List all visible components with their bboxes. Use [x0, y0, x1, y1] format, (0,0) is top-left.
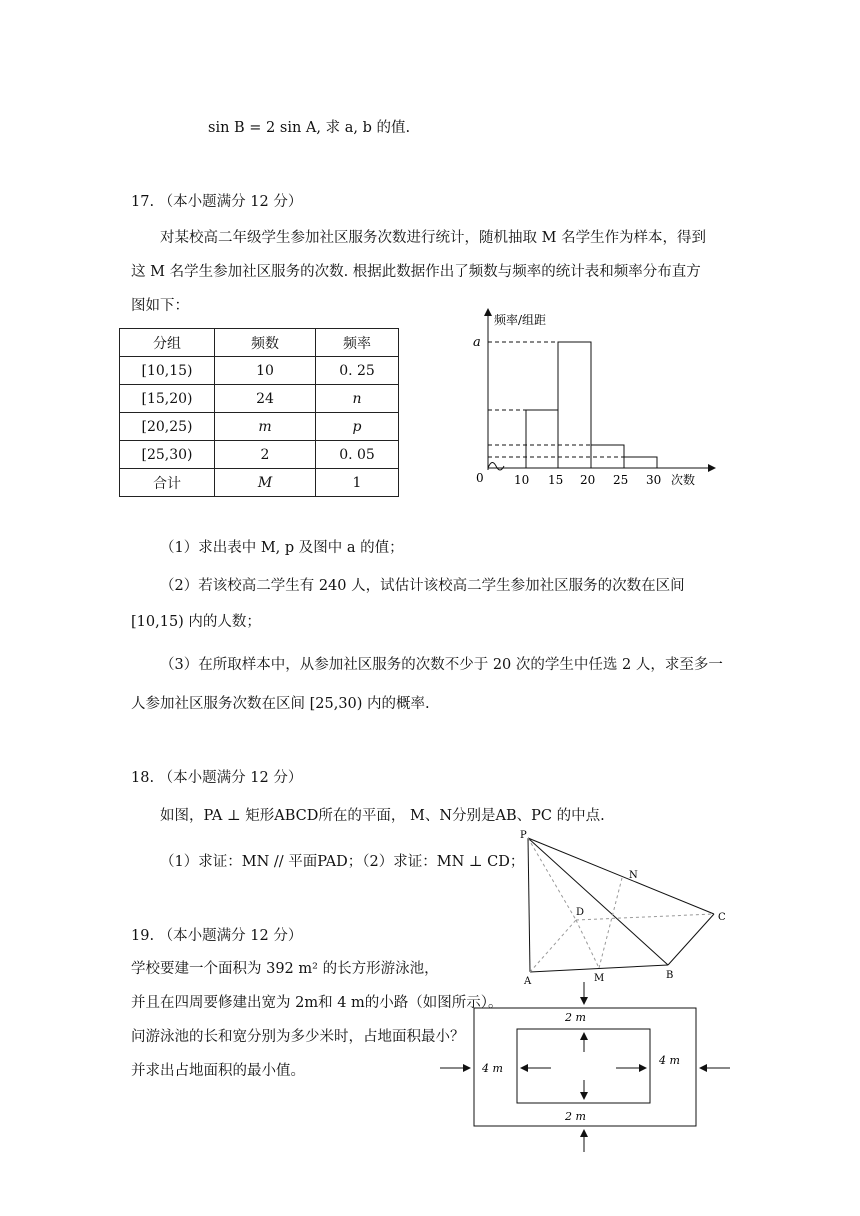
table-cell: 0. 05: [316, 441, 399, 469]
table-cell: M: [215, 469, 316, 497]
table-row: [120, 385, 399, 413]
table-cell: 24: [215, 385, 316, 413]
table-total-row: [120, 469, 399, 497]
y-axis-arrow: [484, 308, 492, 316]
q17-sub1: （1）求出表中 M, p 及图中 a 的值；: [160, 540, 404, 556]
table-cell: 1: [316, 469, 399, 497]
axis-break: [488, 462, 504, 470]
edge-DM: [576, 920, 599, 968]
edge-PB: [528, 838, 668, 965]
edge-AD: [530, 920, 576, 972]
x-axis-label: 次数: [671, 473, 696, 487]
table-header-row: [120, 329, 399, 357]
frequency-histogram: [468, 306, 722, 490]
q19-line4: 并求出占地面积的最小值。: [131, 1063, 305, 1079]
dim-left: 4 m: [482, 1062, 503, 1075]
q17-sub3-line2: 人参加社区服务次数在区间 [25,30) 内的概率.: [131, 696, 430, 712]
tick-label: 25: [613, 473, 629, 487]
q19-heading: 19. （本小题满分 12 分）: [131, 928, 303, 944]
origin-label: 0: [476, 471, 484, 485]
q18-heading: 18. （本小题满分 12 分）: [131, 770, 303, 786]
q17-intro-1: 对某校高二年级学生参加社区服务次数进行统计，随机抽取 M 名学生作为样本，得到: [160, 230, 707, 246]
edge-PD: [528, 838, 576, 920]
bar-25-30: [624, 457, 657, 468]
table-cell: 合计: [120, 469, 215, 497]
table-cell: [15,20): [120, 385, 215, 413]
edge-PC: [528, 838, 714, 914]
table-cell: m: [215, 413, 316, 441]
prev-sin-line: sin B = 2 sin A, 求 a, b 的值.: [208, 120, 411, 136]
table-cell: 0. 25: [316, 357, 399, 385]
dim-bottom: 2 m: [565, 1110, 586, 1123]
tick-label: 10: [514, 473, 530, 487]
table-cell: 10: [215, 357, 316, 385]
outer-rect: [474, 1008, 696, 1126]
label-D: D: [576, 907, 585, 918]
bar-10-15: [526, 410, 558, 468]
edge-BC: [668, 914, 714, 965]
dim-top: 2 m: [565, 1011, 586, 1024]
bar-15-20: [558, 342, 591, 468]
table-header: 频率: [316, 329, 399, 357]
q19-line1: 学校要建一个面积为 392 m² 的长方形游泳池，: [131, 961, 439, 977]
label-B: B: [666, 970, 674, 981]
table-cell: [20,25): [120, 413, 215, 441]
q19-line2: 并且在四周要修建出宽为 2m和 4 m的小路（如图所示）。: [131, 995, 503, 1011]
table-cell: [25,30): [120, 441, 215, 469]
q17-sub2-line2: [10,15) 内的人数；: [131, 614, 261, 630]
y-axis-label: 频率/组距: [494, 313, 547, 327]
q19-line3: 问游泳池的长和宽分别为多少米时，占地面积最小？: [131, 1029, 465, 1045]
q17-heading: 17. （本小题满分 12 分）: [131, 194, 303, 210]
q18-text: 如图，PA ⊥ 矩形ABCD所在的平面， M、N分别是AB、PC 的中点.: [160, 808, 605, 824]
table-header: 频数: [215, 329, 316, 357]
label-M: M: [594, 973, 605, 984]
label-P: P: [520, 830, 527, 841]
label-N: N: [629, 870, 638, 881]
table-cell: 2: [215, 441, 316, 469]
x-axis-arrow: [708, 464, 716, 472]
a-label: a: [473, 335, 481, 350]
label-A: A: [524, 976, 532, 987]
q17-intro-3: 图如下：: [131, 298, 189, 314]
tick-label: 20: [580, 473, 596, 487]
edge-MN: [599, 878, 622, 968]
table-row: [120, 413, 399, 441]
frequency-table: [119, 328, 399, 497]
edge-DC: [576, 914, 714, 920]
edge-PA: [528, 838, 530, 972]
q17-sub3-line1: （3）在所取样本中，从参加社区服务的次数不少于 20 次的学生中任选 2 人，求至多一: [160, 657, 723, 673]
q18-proof: （1）求证：MN // 平面PAD；（2）求证：MN ⊥ CD；: [160, 854, 525, 870]
table-header: 分组: [120, 329, 215, 357]
tick-label: 30: [646, 473, 662, 487]
tick-label: 15: [548, 473, 564, 487]
table-row: [120, 357, 399, 385]
q17-intro-2: 这 M 名学生参加社区服务的次数. 根据此数据作出了频数与频率的统计表和频率分布直方: [131, 264, 701, 280]
table-cell: [10,15): [120, 357, 215, 385]
label-C: C: [718, 912, 726, 923]
pool-figure: [436, 980, 736, 1156]
table-cell: p: [316, 413, 399, 441]
table-row: [120, 441, 399, 469]
dim-right: 4 m: [659, 1054, 680, 1067]
pyramid-figure: [512, 828, 732, 988]
table-cell: n: [316, 385, 399, 413]
q17-sub2-line1: （2）若该校高二学生有 240 人，试估计该校高二学生参加社区服务的次数在区间: [160, 578, 685, 594]
